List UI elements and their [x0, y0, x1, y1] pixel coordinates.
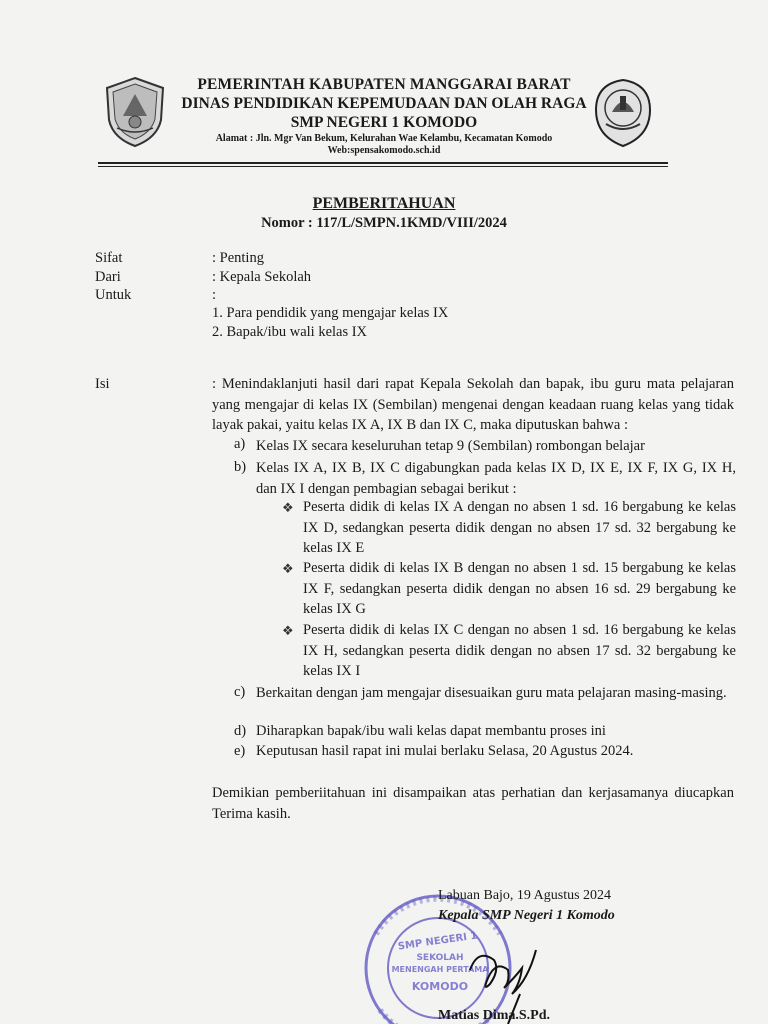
point-b-text: Kelas IX A, IX B, IX C digabungkan pada kelas IX D, IX E, IX F, IX G, IX H, dan IX I dengan pembagian sebagai berikut :: [256, 460, 736, 497]
svg-text:MENENGAH PERTAMA: MENENGAH PERTAMA: [391, 965, 489, 974]
letterhead-government: PEMERINTAH KABUPATEN MANGGARAI BARAT: [197, 76, 571, 93]
svg-text:KOMODO: KOMODO: [411, 980, 469, 993]
untuk-label: Untuk: [95, 287, 132, 303]
point-c-text: Berkaitan dengan jam mengajar disesuaikan guru mata pelajaran masing-masing.: [256, 685, 727, 701]
closing-paragraph: Demikian pemberiitahuan ini disampaikan atas perhatian dan kerjasamanya diucapkan Terima kasih.: [212, 785, 734, 822]
point-d-text: Diharapkan bapak/ibu wali kelas dapat membantu proses ini: [256, 723, 606, 739]
bullet-item: Peserta didik di kelas IX B dengan no absen 1 sd. 15 bergabung ke kelas IX F, sedangkan peserta didik dengan no absen 16 sd. 29 bergabung ke kelas IX G: [303, 560, 736, 617]
point-d-letter: d): [234, 723, 247, 739]
point-e-letter: e): [234, 743, 246, 759]
letterhead-department: DINAS PENDIDIKAN KEPEMUDAAN DAN OLAH RAGA: [181, 95, 587, 112]
letterhead-address: Alamat : Jln. Mgr Van Bekum, Kelurahan Wae Kelambu, Kecamatan Komodo: [215, 133, 553, 144]
untuk-value: :: [212, 287, 217, 303]
recipient-item: 1. Para pendidik yang mengajar kelas IX: [212, 305, 449, 321]
point-b-letter: b): [234, 459, 247, 475]
bullet-item: Peserta didik di kelas IX A dengan no absen 1 sd. 16 bergabung ke kelas IX D, sedangkan peserta didik dengan no absen 17 sd. 32 bergabung ke kelas IX E: [303, 499, 736, 556]
letterhead-rule-thin: [98, 166, 668, 167]
document-number: Nomor : 117/L/SMPN.1KMD/VIII/2024: [261, 215, 507, 231]
point-e-text: Keputusan hasil rapat ini mulai berlaku Selasa, 20 Agustus 2024.: [256, 743, 634, 759]
diamond-bullet-icon: ❖: [282, 561, 294, 576]
dari-value: : Kepala Sekolah: [212, 269, 312, 285]
letterhead-school: SMP NEGERI 1 KOMODO: [290, 114, 478, 131]
point-c-letter: c): [234, 684, 246, 700]
letterhead-rule: [98, 162, 668, 164]
bullet-item: Peserta didik di kelas IX C dengan no absen 1 sd. 16 bergabung ke kelas IX H, sedangkan peserta didik dengan no absen 17 sd. 32 bergabung ke kelas IX I: [303, 622, 736, 679]
document-title: PEMBERITAHUAN: [312, 195, 456, 212]
recipient-item: 2. Bapak/ibu wali kelas IX: [212, 324, 368, 340]
signature-position: Kepala SMP Negeri 1 Komodo: [438, 908, 615, 923]
sifat-label: Sifat: [95, 250, 123, 266]
signatory-name: Matias Dima.S.Pd.: [438, 1008, 550, 1023]
isi-intro: : Menindaklanjuti hasil dari rapat Kepala Sekolah dan bapak, ibu guru mata pelajaran yang mengajar di kelas IX (Sembilan) mengenai dengan keadaan ruang kelas yang tidak layak pakai, yaitu kelas IX A, IX B dan IX C, maka diputuskan bahwa :: [212, 376, 734, 433]
sifat-value: : Penting: [212, 250, 264, 266]
diamond-bullet-icon: ❖: [282, 623, 294, 638]
point-a-letter: a): [234, 436, 246, 452]
dari-label: Dari: [95, 269, 121, 285]
svg-text:SMP NEGERI 1: SMP NEGERI 1: [397, 930, 479, 953]
signature-place-date: Labuan Bajo, 19 Agustus 2024: [438, 888, 612, 903]
letterhead-web: Web:spensakomodo.sch.id: [327, 145, 441, 156]
point-a-text: Kelas IX secara keseluruhan tetap 9 (Sembilan) rombongan belajar: [256, 438, 645, 454]
isi-label: Isi: [95, 376, 110, 392]
diamond-bullet-icon: ❖: [282, 500, 294, 515]
svg-text:SEKOLAH: SEKOLAH: [416, 953, 464, 963]
